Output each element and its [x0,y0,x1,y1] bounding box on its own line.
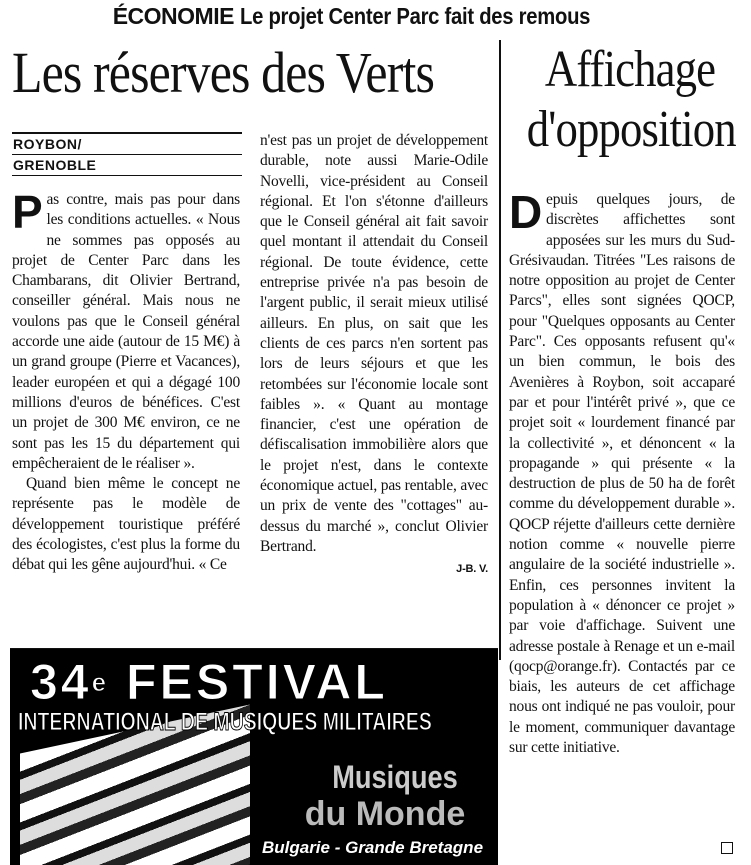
dateline-city2: GRENOBLE [12,155,242,176]
right-headline [510,40,750,160]
ad-countries: Bulgarie - Grande Bretagne [261,838,484,857]
right-headline-line2: d'opposition [526,101,736,158]
paragraph [12,186,240,474]
section-kicker [0,2,751,30]
ad-subtitle: INTERNATIONAL DE MUSIQUES MILITAIRES [18,708,432,736]
left-headline: Les réserves des Verts [12,40,435,105]
paragraph-text: epuis quelques jours, de discrètes affichettes sont apposées sur les murs du Sud-Grésivaudan. Titrées "Les raisons de notre opposition au projet de Center Parcs", elles sont signées QOCP, pour "Quelques opposants au Center Parc". Ces opposants refusent qu'« un bien commun, le bois des Avenières à Roybon, soit accaparé par et pour l'intérêt privé », que ce projet soit « lourdement financé par la collectivité », et dénoncent « la propagande » qui présente « la destruction de plus de 50 ha de forêt comme du développement durable ». QOCP réjette d'ailleurs cette dernière notion comme « nouvelle pierre angulaire de la société industrielle ». Enfin, ces personnes invitent la population à « dénoncer ce projet » par voie d'affichage. Suivent une adresse postale à Renage et un e-mail (qocp@orange.fr). Contactés par ce biais, les auteurs de cet affichage nous ont indiqué ne pas vouloir, pour le moment, communiquer davantage sur cette initiative. [509,191,735,757]
paragraph: Quand bien même le concept ne représente pas le modèle de développement touristique préféré des écologistes, c'est plus la forme du débat qui les gêne aujourd'hui. « Ce [12,475,240,574]
left-article-column-1 [12,186,240,576]
dateline-city1: ROYBON/ [12,134,242,155]
author-signature: J-B. V. [456,563,488,576]
paragraph [509,186,735,758]
left-article-column-2 [260,131,488,580]
paragraph-text: as contre, mais pas pour dans les conditions actuelles. « Nous ne sommes pas opposés au projet de Center Parc dans les Chambarans, dit Olivier Bertrand, conseiller général. Mais nous ne voulons pas que le Conseil général accorde une aide (autour de 15 M€) à un grand groupe (Pierre et Vacances), leader européen et qui a dégagé 100 millions d'euros de bénéfices. C'est un projet de 300 M€ environ, ce ne sont pas les 15 du département qui empêcheraient de le réaliser ». [12,191,240,472]
paragraph: n'est pas un projet de développement durable, note aussi Marie-Odile Novelli, vice-président au Conseil régional. Et l'on s'étonne d'ailleurs que le Conseil général ait fait savoir quel montant il attendait du Conseil régional. De toute évidence, cette entreprise privée n'a pas besoin de l'argent public, il serait mieux utilisé ailleurs. En plus, on sait que les clients de ces parcs n'en sortent pas lors de leurs séjours et que les retombées sur l'économie locale sont faibles ». « Quant au montage financier, c'est une opération de défiscalisation immobilière alors que le projet n'est, dans le contexte économique actuel, pas rentable, avec un prix de vente des "cottages" au-dessus du marché », conclut Olivier Bertrand. [260,132,488,555]
ad-title-word: FESTIVAL [126,654,388,710]
end-of-article-square-icon [721,842,733,854]
ad-musiques: Musiques [332,759,458,795]
right-article-column [509,186,735,758]
dropcap: P [12,186,43,238]
dateline [12,132,242,176]
ad-du-monde: du Monde [304,795,466,833]
ad-title-sup: e [91,667,110,697]
section-label: ÉCONOMIE [112,3,234,29]
kicker-topic: Le projet Center Parc fait des remous [240,3,591,29]
right-headline-line1: Affichage [544,41,716,98]
festival-advertisement [10,648,498,865]
dropcap: D [509,186,543,238]
ad-title-number: 34 [30,654,92,710]
column-divider [499,40,501,660]
ad-title [30,655,490,709]
